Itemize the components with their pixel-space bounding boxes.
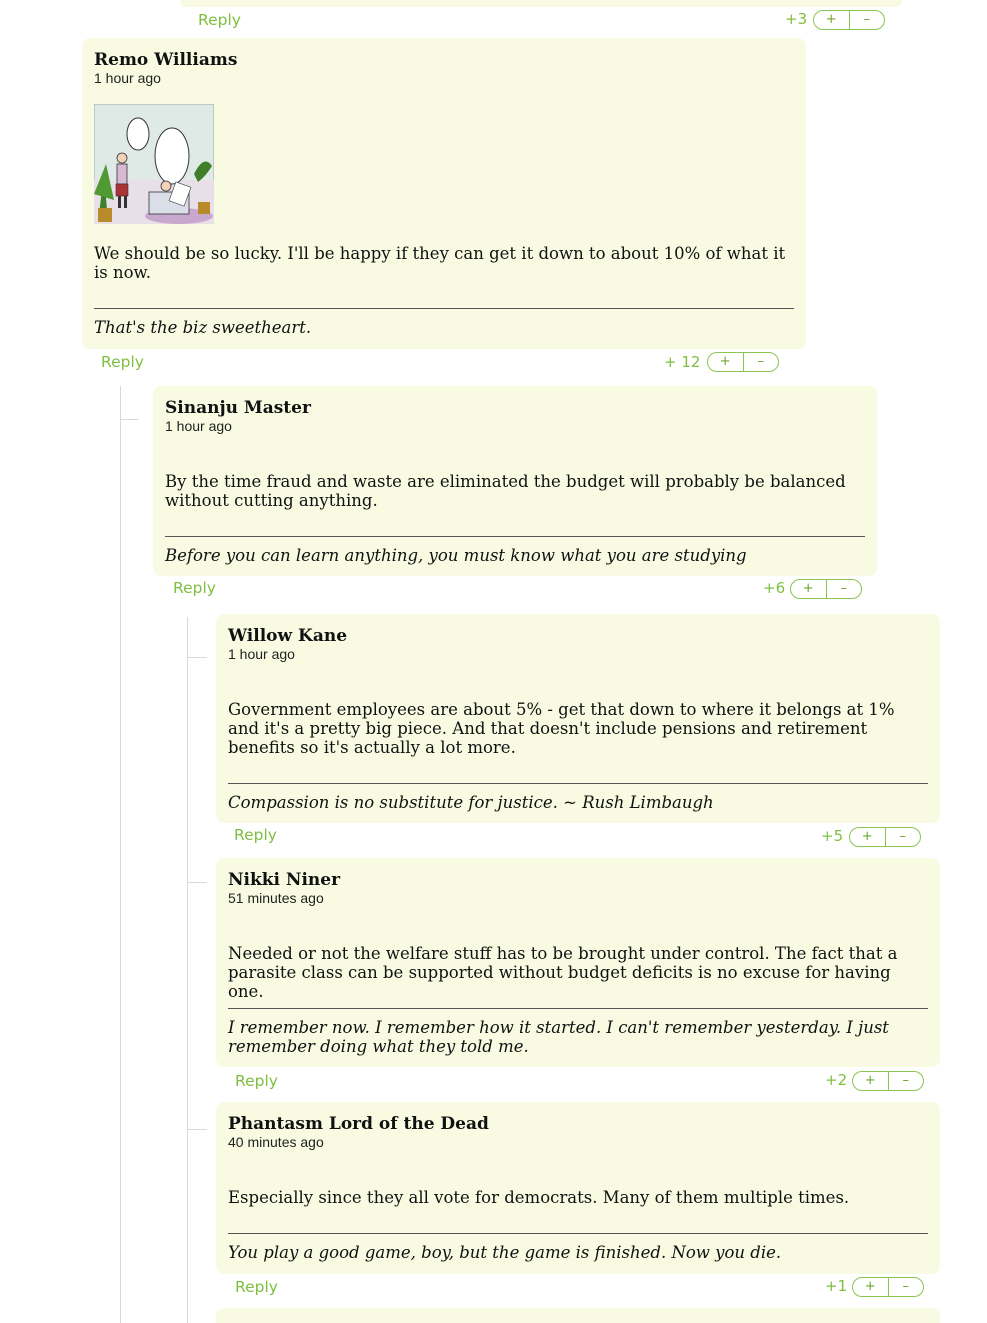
- vote-buttons: [852, 1071, 924, 1091]
- next-comment-card-edge: [216, 1308, 940, 1323]
- score-value: +3: [785, 10, 808, 28]
- comment-timestamp[interactable]: 1 hour ago: [228, 646, 295, 662]
- upvote-button[interactable]: +: [853, 1278, 889, 1296]
- downvote-button[interactable]: –: [840, 581, 847, 596]
- signature-divider: [228, 1233, 928, 1234]
- thread-connector: [187, 882, 207, 883]
- comment-timestamp[interactable]: 40 minutes ago: [228, 1134, 324, 1150]
- downvote-button[interactable]: –: [863, 12, 870, 27]
- comment-card: [153, 386, 877, 576]
- comment-timestamp[interactable]: 1 hour ago: [94, 70, 161, 86]
- comment-timestamp[interactable]: 1 hour ago: [165, 418, 232, 434]
- downvote-button[interactable]: –: [757, 354, 764, 369]
- reply-link[interactable]: Reply: [234, 826, 277, 844]
- comment-card: [216, 614, 940, 823]
- upvote-button[interactable]: +: [708, 353, 744, 371]
- thread-line-level1: [120, 386, 121, 1323]
- score-value: + 12: [664, 353, 701, 371]
- comment-signature: Compassion is no substitute for justice. ~ Rush Limbaugh: [228, 793, 714, 812]
- vote-buttons: [790, 579, 862, 599]
- downvote-button[interactable]: –: [902, 1279, 909, 1294]
- thread-connector: [120, 419, 138, 420]
- vote-buttons: [707, 352, 779, 372]
- comment-signature: You play a good game, boy, but the game is finished. Now you die.: [228, 1243, 782, 1262]
- score-value: +1: [825, 1277, 848, 1295]
- downvote-button[interactable]: –: [899, 829, 906, 844]
- comment-body: Government employees are about 5% - get that down to where it belongs at 1% and it's a pretty big piece. And that doesn't include pensions and retirement benefits so it's actually a lot more.: [228, 700, 895, 757]
- comment-card: [216, 1102, 940, 1274]
- reply-link[interactable]: Reply: [101, 353, 144, 371]
- vote-buttons: [852, 1277, 924, 1297]
- vote-buttons: [849, 827, 921, 847]
- upvote-button[interactable]: +: [814, 11, 850, 29]
- upvote-button[interactable]: +: [853, 1072, 889, 1090]
- score-value: +6: [763, 579, 786, 597]
- comment-signature: Before you can learn anything, you must know what you are studying: [165, 546, 747, 565]
- comment-signature: That's the biz sweetheart.: [94, 318, 312, 337]
- cartoon-image[interactable]: [94, 104, 214, 224]
- comment-author[interactable]: Willow Kane: [228, 626, 348, 646]
- score-value: +5: [821, 827, 844, 845]
- comment-author[interactable]: Nikki Niner: [228, 870, 341, 890]
- downvote-button[interactable]: –: [902, 1073, 909, 1088]
- signature-divider: [165, 536, 865, 537]
- comment-timestamp[interactable]: 51 minutes ago: [228, 890, 324, 906]
- thread-connector: [187, 1129, 207, 1130]
- upvote-button[interactable]: +: [850, 828, 886, 846]
- signature-divider: [228, 783, 928, 784]
- comment-body: We should be so lucky. I'll be happy if they can get it down to about 10% of what it is now.: [94, 244, 786, 282]
- comment-body: Needed or not the welfare stuff has to be brought under control. The fact that a parasite class can be supported without budget deficits is no excuse for having one.: [228, 944, 898, 1001]
- comment-card: [216, 858, 940, 1067]
- reply-link[interactable]: Reply: [235, 1278, 278, 1296]
- score-value: +2: [825, 1071, 848, 1089]
- signature-divider: [94, 308, 794, 309]
- comment-author[interactable]: Remo Williams: [94, 50, 238, 70]
- vote-buttons: [813, 10, 885, 30]
- thread-line-level2: [187, 617, 188, 1323]
- signature-divider: [228, 1008, 928, 1009]
- comment-author[interactable]: Phantasm Lord of the Dead: [228, 1114, 489, 1134]
- comment-body: Especially since they all vote for democrats. Many of them multiple times.: [228, 1188, 850, 1207]
- cartoon-image-art: [94, 104, 214, 224]
- comment-body: By the time fraud and waste are eliminated the budget will probably be balanced without cutting anything.: [165, 472, 846, 510]
- upvote-button[interactable]: +: [791, 580, 827, 598]
- reply-link[interactable]: Reply: [198, 11, 241, 29]
- thread-connector: [187, 657, 207, 658]
- reply-link[interactable]: Reply: [173, 579, 216, 597]
- comment-card: [82, 38, 806, 349]
- previous-comment-card-edge: [180, 0, 902, 7]
- comment-author[interactable]: Sinanju Master: [165, 398, 311, 418]
- reply-link[interactable]: Reply: [235, 1072, 278, 1090]
- comment-signature: I remember now. I remember how it started. I can't remember yesterday. I just remember doing what they told me.: [228, 1018, 889, 1056]
